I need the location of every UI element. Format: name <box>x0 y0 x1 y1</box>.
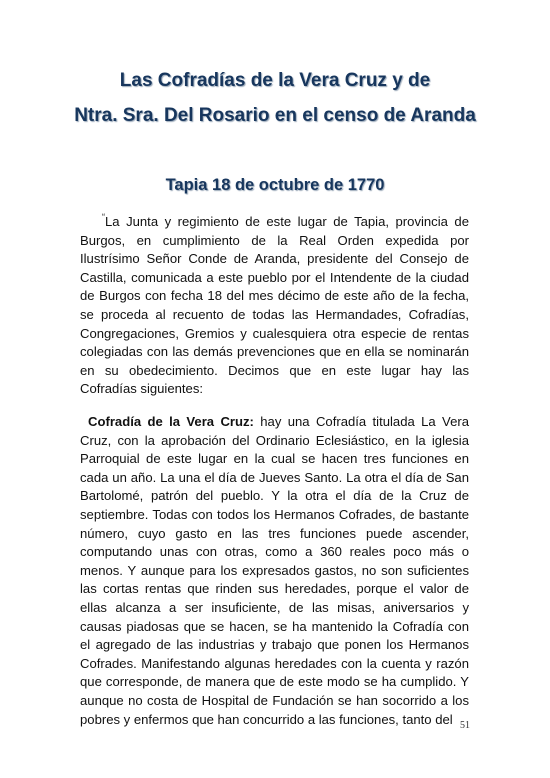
cofradia-text: hay una Cofradía titulada La Vera Cruz, con la aprobación del Ordinario Eclesiástico, en la iglesia Parroquial de este lugar en la cual se hacen tres funciones en cada un año. La una el día de Jueves Santo. La otra el día de San Bartolomé, patrón del pueblo. Y la otra el día de la Cruz de septiembre. Todas con todos los Hermanos Cofrades, de bastante número, cuyo gasto en las tres funciones puede ascender, computando unas con otras, como a 360 reales poco más o menos. Y aunque para los expresados gastos, no son suficientes las cortas rentas que rinden sus heredades, porque el valor de ellas alcanza a ser insuficiente, de las misas, aniversarios y causas piadosas que se hacen, se ha mantenido la Cofradía con el agregado de las industrias y trabajo que ponen los Hermanos Cofrades. Manifestando algunas heredades con la cuenta y razón que corresponde, de manera que de este modo se ha cumplido. Y aunque no costa de Hospital de Fundación se han socorrido a los pobres y enfermos que han concurrido a las funciones, tanto del <box>80 414 469 727</box>
subtitle: Tapia 18 de octubre de 1770 <box>165 176 385 194</box>
cofradia-heading: Cofradía de la Vera Cruz: <box>88 414 254 429</box>
page-number: 51 <box>460 720 470 731</box>
open-quote: “ <box>102 212 105 222</box>
title-line-1: Las Cofradías de la Vera Cruz y de <box>119 70 431 91</box>
cofradia-paragraph <box>80 413 469 729</box>
intro-text: La Junta y regimiento de este lugar de Tapia, provincia de Burgos, en cumplimiento de la Real Orden expedida por Ilustrísimo Señor Conde de Aranda, presidente del Consejo de Castilla, comunicada a este pueblo por el Intendente de la ciudad de Burgos con fecha 18 del mes décimo de este año de la fecha, se proceda al recuento de todas las Hermandades, Cofradías, Congregaciones, Gremios y cualesquiera otra especie de rentas colegiadas con las demás prevenciones que en ella se nominarán en su obedecimiento. Decimos que en este lugar hay las Cofradías siguientes: <box>80 214 469 397</box>
intro-paragraph <box>80 208 469 399</box>
title-line-2: Ntra. Sra. Del Rosario en el censo de Aranda <box>74 105 476 126</box>
